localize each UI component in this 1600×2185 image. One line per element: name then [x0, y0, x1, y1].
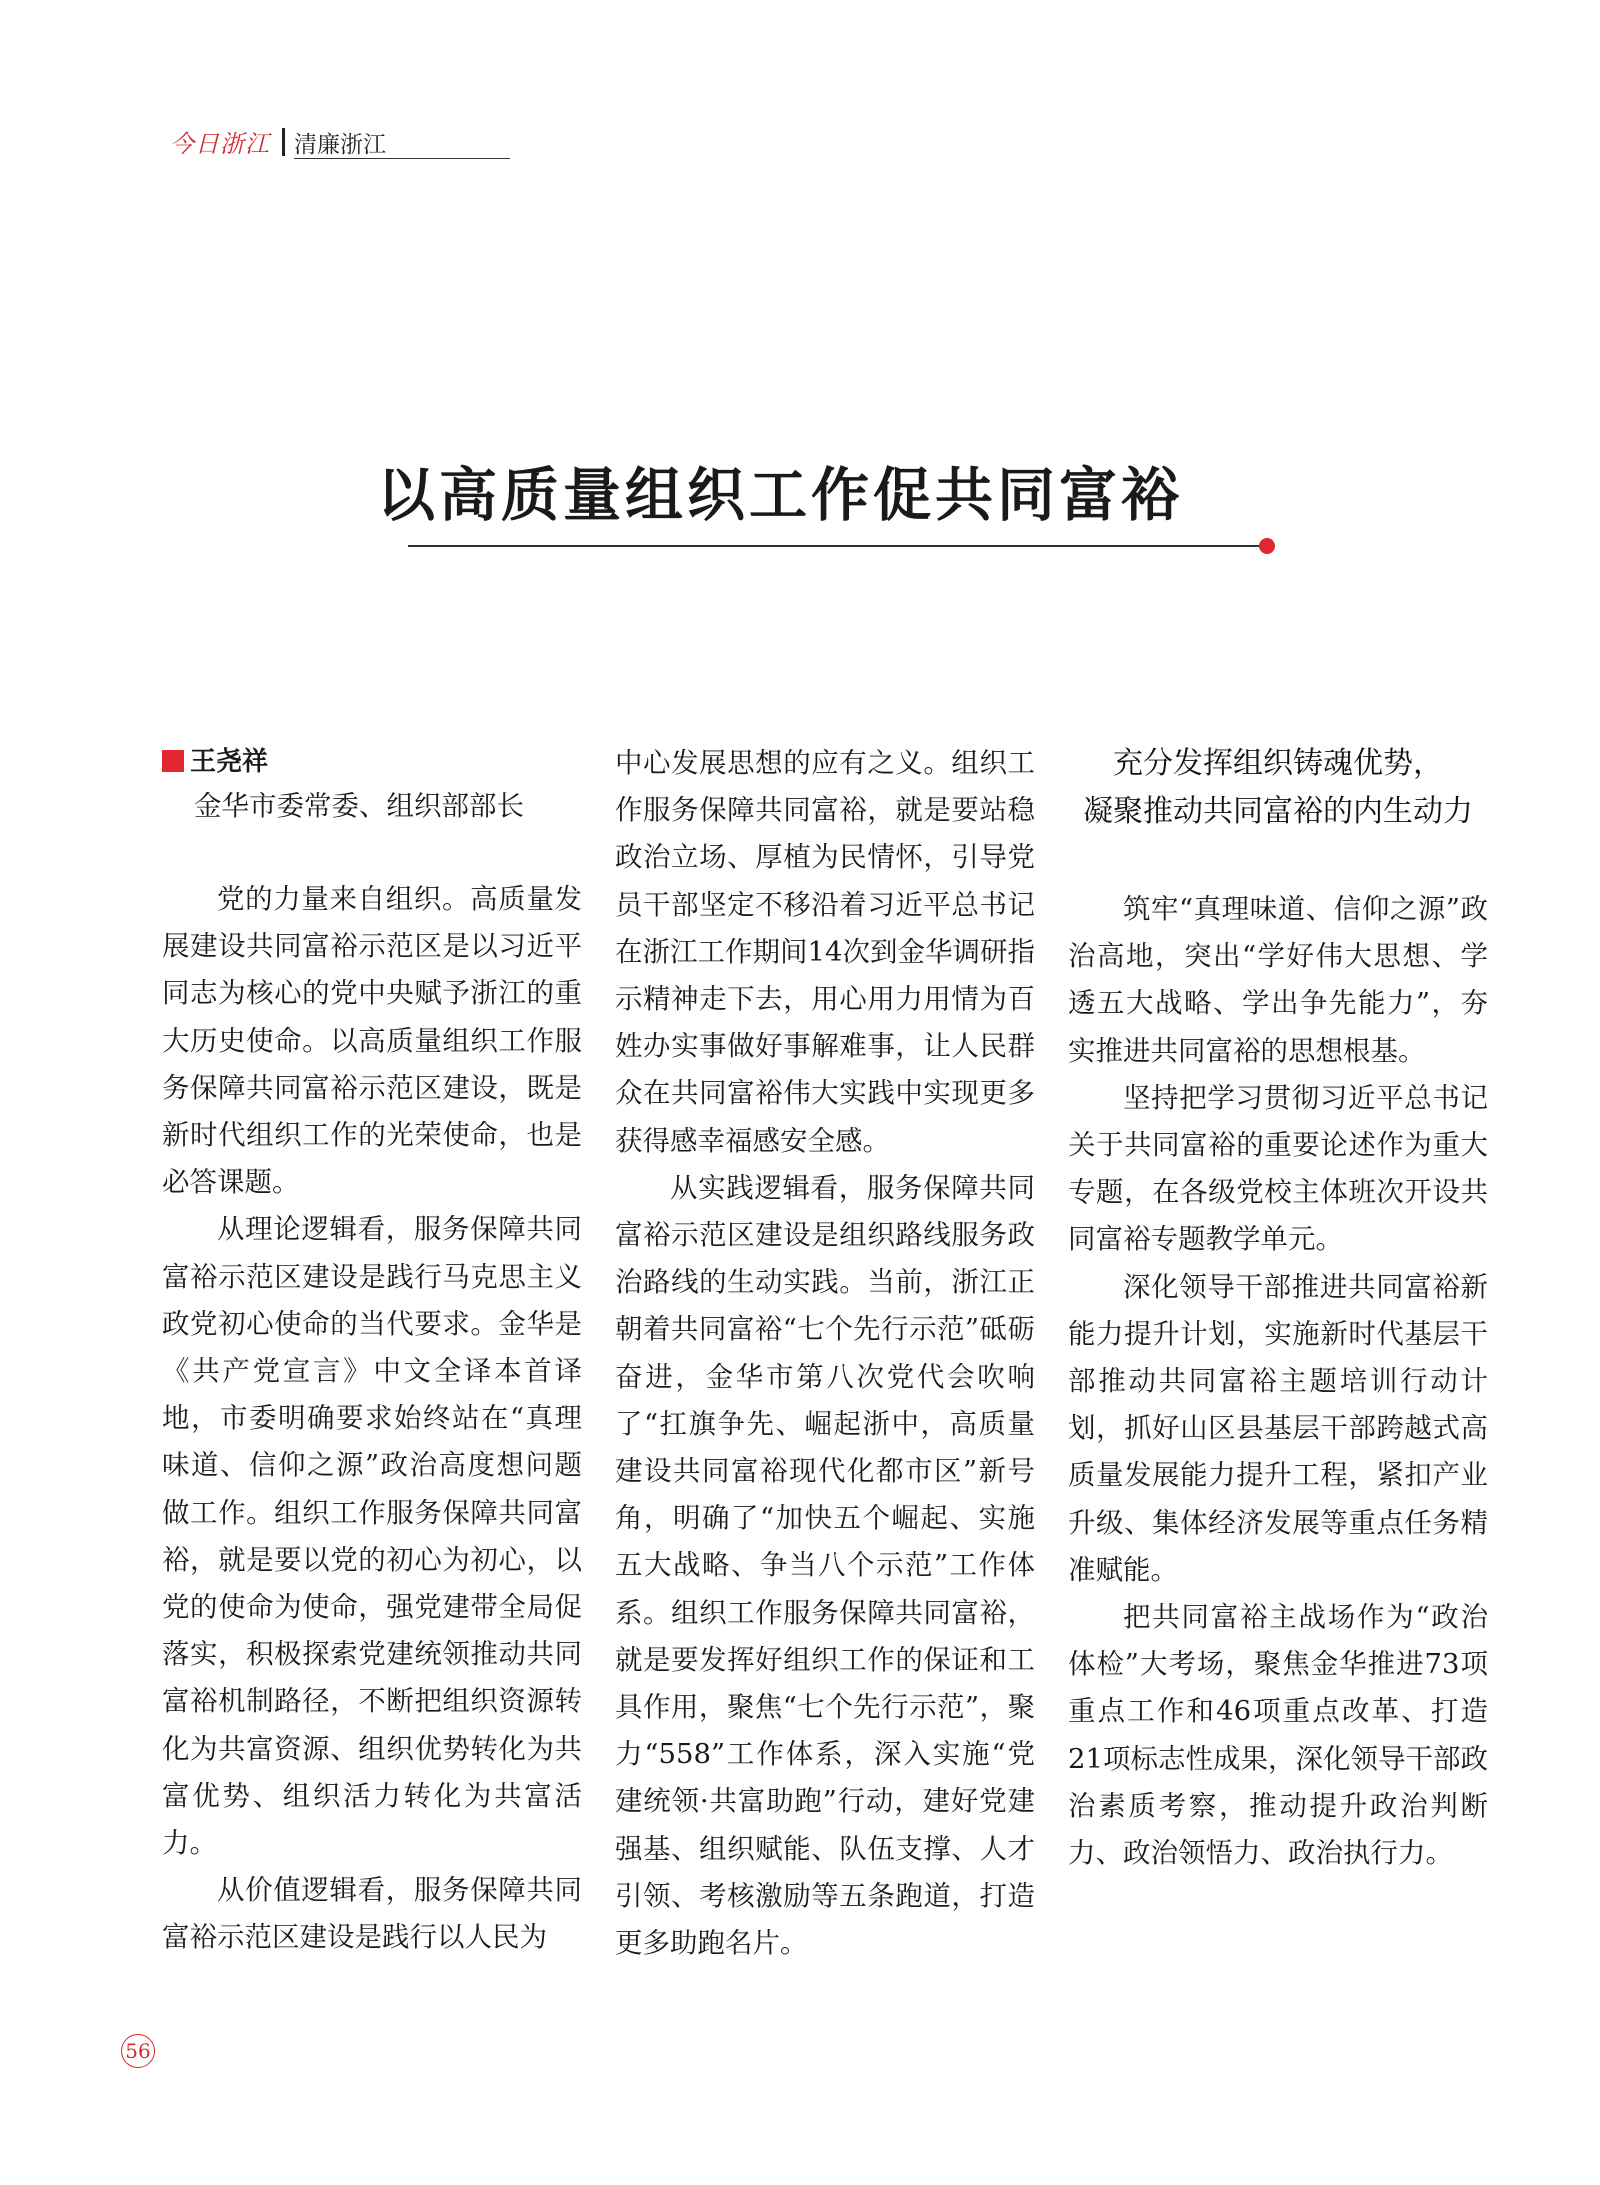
- author-position: 金华市委常委、组织部部长: [194, 790, 524, 822]
- subheading-line: 凝聚推动共同富裕的内生动力: [1083, 794, 1473, 829]
- paragraph: 中心发展思想的应有之义。组织工作服务保障共同富裕，就是要站稳政治立场、厚植为民情怀，引导党员干部坚定不移沿着习近平总书记在浙江工作期间14次到金华调研指示精神走下去，用心用力用情为百姓办实事做好事解难事，让人民群众在共同富裕伟大实践中实现更多获得感幸福感安全感。: [615, 747, 1035, 1157]
- subheading-line: 充分发挥组织铸魂优势，: [1113, 746, 1443, 781]
- paragraph: 从实践逻辑看，服务保障共同富裕示范区建设是组织路线服务政治路线的生动实践。当前，浙江正朝着共同富裕“七个先行示范”砥砺奋进，金华市第八次党代会吹响了“扛旗争先、崛起浙中，高质量建设共同富裕现代化都市区”新号角，明确了“加快五个崛起、实施五大战略、争当八个示范”工作体系。组织工作服务保障共同富裕，就是要发挥好组织工作的保证和工具作用，聚焦“七个先行示范”，聚力“558”工作体系，深入实施“党建统领·共富助跑”行动，建好党建强基、组织赋能、队伍支撑、人才引领、考核激励等五条跑道，打造更多助跑名片。: [615, 1171, 1035, 1960]
- column-3: [1068, 740, 1488, 1877]
- page-header: [170, 120, 510, 160]
- title-dot-icon: [1259, 538, 1275, 554]
- paragraph: 深化领导干部推进共同富裕新能力提升计划，实施新时代基层干部推动共同富裕主题培训行动计划，抓好山区县基层干部跨越式高质量发展能力提升工程，紧扣产业升级、集体经济发展等重点任务精准赋能。: [1068, 1270, 1488, 1586]
- paragraph: 坚持把学习贯彻习近平总书记关于共同富裕的重要论述作为重大专题，在各级党校主体班次开设共同富裕专题教学单元。: [1068, 1081, 1488, 1256]
- paragraph: 筑牢“真理味道、信仰之源”政治高地，突出“学好伟大思想、学透五大战略、学出争先能力”，夯实推进共同富裕的思想根基。: [1068, 893, 1488, 1067]
- paragraph: 党的力量来自组织。高质量发展建设共同富裕示范区是以习近平同志为核心的党中央赋予浙江的重大历史使命。以高质量组织工作服务保障共同富裕示范区建设，既是新时代组织工作的光荣使命，也是必答课题。: [162, 883, 582, 1199]
- column-1: [162, 740, 582, 1962]
- page-number: 56: [121, 2034, 155, 2068]
- author-line: [162, 740, 582, 784]
- header-rule: [294, 158, 510, 159]
- author-name: 王尧祥: [190, 747, 269, 777]
- spacer: [162, 828, 582, 876]
- section-subheading: [1068, 740, 1488, 836]
- title-rule: [408, 545, 1266, 547]
- paragraph: 从理论逻辑看，服务保障共同富裕示范区建设是践行马克思主义政党初心使命的当代要求。金华是《共产党宣言》中文全译本首译地，市委明确要求始终站在“真理味道、信仰之源”政治高度想问题做工作。组织工作服务保障共同富裕，就是要以党的初心为初心，以党的使命为使命，强党建带全局促落实，积极探索党建统领推动共同富裕机制路径，不断把组织资源转化为共富资源、组织优势转化为共富优势、组织活力转化为共富活力。: [162, 1213, 582, 1860]
- magazine-logo: 今日浙江: [170, 130, 270, 158]
- section-name: 清廉浙江: [294, 132, 386, 158]
- square-bullet-icon: [162, 750, 184, 772]
- header-divider: [282, 128, 285, 156]
- paragraph: 从价值逻辑看，服务保障共同富裕示范区建设是践行以人民为: [162, 1874, 582, 1954]
- spacer: [1068, 836, 1488, 886]
- article-title: 以高质量组织工作促共同富裕: [376, 461, 1183, 529]
- paragraph: 把共同富裕主战场作为“政治体检”大考场，聚焦金华推进73项重点工作和46项重点改革、打造21项标志性成果，深化领导干部政治素质考察，推动提升政治判断力、政治领悟力、政治执行力。: [1068, 1601, 1488, 1870]
- column-2: [615, 740, 1035, 1967]
